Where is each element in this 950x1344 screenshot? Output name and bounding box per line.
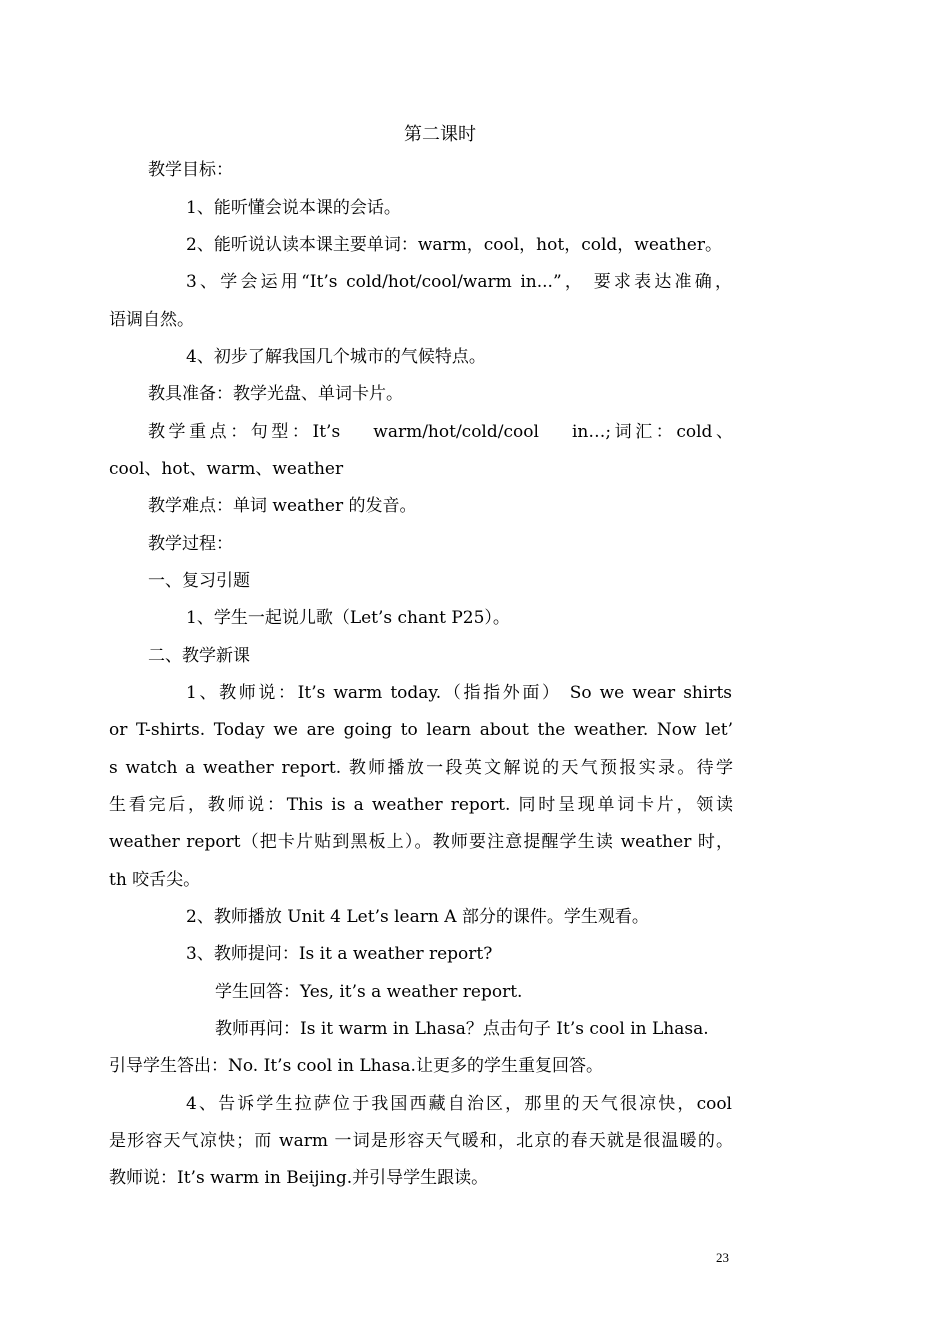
goal-4: 4、初步了解我国几个城市的气候特点。 (186, 347, 486, 367)
part-2-step-1-line-6: th 咬舌尖。 (109, 870, 201, 890)
goal-3-cont: 语调自然。 (109, 310, 194, 330)
part-2-step-1-line-4: 生看完后，教师说：This is a weather report. 同时呈现单词卡片，领读 (109, 795, 733, 815)
part-2-heading: 二、教学新课 (148, 646, 250, 666)
key-points: 教学重点：句型：It’s warm/hot/cold/cool in…;词汇：cold、 (148, 422, 733, 442)
part-1-heading: 一、复习引题 (148, 571, 250, 591)
goal-2: 2、能听说认读本课主要单词：warm，cool，hot，cold，weather。 (186, 235, 722, 255)
section-teaching-goals: 教学目标： (148, 160, 233, 180)
part-2-step-4: 4、告诉学生拉萨位于我国西藏自治区，那里的天气很凉快，cool (186, 1094, 732, 1114)
part-2-step-1-line-3: s watch a weather report. 教师播放一段英文解说的天气预报实录。待学 (109, 758, 733, 778)
page-title: 第二课时 (404, 124, 476, 145)
page-number: 23 (716, 1250, 729, 1265)
guide-students: 引导学生答出：No. It’s cool in Lhasa.让更多的学生重复回答。 (109, 1056, 603, 1076)
part-2-step-3: 3、教师提问：Is it a weather report? (186, 944, 493, 964)
part-2-step-1-line-5: weather report（把卡片贴到黑板上）。教师要注意提醒学生读 weather 时， (109, 832, 733, 852)
part-2-step-4-line-2: 是形容天气凉快；而 warm 一词是形容天气暖和，北京的春天就是很温暖的。 (109, 1131, 733, 1151)
part-2-step-2: 2、教师播放 Unit 4 Let’s learn A 部分的课件。学生观看。 (186, 907, 649, 927)
part-2-step-4-line-3: 教师说：It’s warm in Beijing.并引导学生跟读。 (109, 1168, 489, 1188)
key-points-cont: cool、hot、warm、weather (109, 459, 344, 479)
teaching-aids: 教具准备：教学光盘、单词卡片。 (148, 384, 403, 404)
teaching-process: 教学过程： (148, 534, 233, 554)
student-answer: 学生回答：Yes, it’s a weather report. (215, 982, 523, 1002)
goal-3: 3、学会运用“It’s cold/hot/cool/warm in...”， 要求表达准确， (186, 272, 732, 292)
part-2-step-1-line-2: or T-shirts. Today we are going to learn about the weather. Now let’ (109, 720, 733, 740)
part-2-step-1: 1、教师说：It’s warm today.（指指外面） So we wear shirts (186, 683, 732, 703)
teacher-asks-again: 教师再问：Is it warm in Lhasa？点击句子 It’s cool in Lhasa. (215, 1019, 709, 1039)
difficult-points: 教学难点：单词 weather 的发音。 (148, 496, 417, 516)
goal-1: 1、能听懂会说本课的会话。 (186, 198, 401, 218)
part-1-step-1: 1、学生一起说儿歌（Let’s chant P25）。 (186, 608, 510, 628)
